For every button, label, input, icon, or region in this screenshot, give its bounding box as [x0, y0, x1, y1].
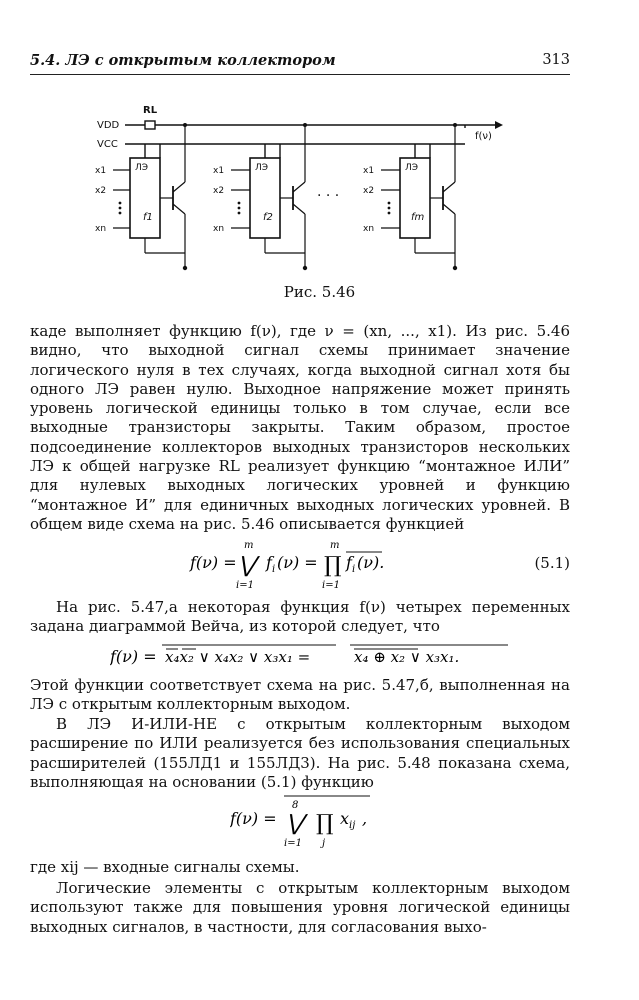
svg-text:∏: ∏ — [316, 811, 334, 836]
equation-number: (5.1) — [534, 554, 570, 572]
svg-text:x1: x1 — [95, 166, 107, 176]
svg-text:i=1: i=1 — [236, 580, 254, 590]
svg-text:f(ν) =: f(ν) = — [110, 647, 157, 666]
svg-text:x2: x2 — [213, 186, 225, 196]
paragraph-1: каде выполняет функцию f(ν), где ν = (xn, ..., x1). Из рис. 5.46 видно, что выходной сигнал схемы принимает значение логического нуля в тех случаях, когда выходной сигнал хотя бы одного ЛЭ равен нулю. Выходное напряжение может принять уровень логической единицы только в том случае, если все выходные транзисторы закрыты. Таким образом, простое подсоединение коллекторов выходных транзисторов нескольких ЛЭ к общей нагрузке RL реализует функцию “монтажное ИЛИ” для нулевых выходных логических уровней и функцию “монтажное И” для единичных выходных логических уровней. В общем виде схема на рис. 5.46 описывается функцией — [30, 322, 570, 533]
ellipsis: · · · — [317, 188, 340, 204]
svg-text:i: i — [352, 564, 356, 575]
svg-text:xn: xn — [213, 224, 225, 234]
running-header — [30, 50, 570, 75]
svg-text:ЛЭ: ЛЭ — [405, 163, 419, 173]
svg-text:ЛЭ: ЛЭ — [135, 163, 149, 173]
rl-label: RL — [143, 105, 158, 116]
equation-5-1-render — [120, 538, 480, 590]
circuit-diagram — [85, 98, 515, 288]
svg-text:x₄x₂ ∨ x₄x₂ ∨ x₃x₁ =: x₄x₂ ∨ x₄x₂ ∨ x₃x₁ = — [165, 648, 311, 666]
equation-3-render — [230, 790, 430, 850]
equation-3 — [30, 790, 570, 850]
svg-text:x1: x1 — [213, 166, 225, 176]
load-resistor — [145, 121, 155, 129]
svg-text:ij: ij — [349, 820, 356, 831]
svg-text:i: i — [272, 564, 276, 575]
svg-text:⋁: ⋁ — [286, 811, 305, 836]
svg-text:xn: xn — [95, 224, 107, 234]
paragraph-4: В ЛЭ И-ИЛИ-НЕ с открытым коллекторным выходом расширение по ИЛИ реализуется без использования специальных расширителей (155ЛД1 и 155ЛД3). На рис. 5.48 показана схема, выполняющая на основании (5.1) функцию — [30, 715, 570, 791]
figure-caption: Рис. 5.46 — [283, 283, 356, 301]
equation-2 — [30, 640, 570, 670]
svg-text:,: , — [362, 809, 368, 828]
gate-m — [363, 123, 457, 270]
paragraph-2: На рис. 5.47,а некоторая функция f(ν) четырех переменных задана диаграммой Вейча, из которой следует, что — [30, 598, 570, 636]
vcc-label: VCC — [97, 139, 118, 150]
gate-m-function: fm — [411, 212, 425, 223]
gate-2 — [213, 123, 307, 270]
svg-text:f(ν) =: f(ν) = — [230, 809, 277, 828]
svg-text:ЛЭ: ЛЭ — [255, 163, 269, 173]
svg-text:j: j — [322, 838, 326, 849]
svg-text:f(ν) =: f(ν) = — [190, 553, 237, 572]
gate-1-function: f1 — [143, 212, 153, 223]
gate-2-function: f2 — [263, 212, 273, 223]
paragraph-6: Логические элементы с открытым коллекторным выходом используют также для повышения уровня логической единицы выходных сигналов, в частности, для согласования выхо- — [30, 879, 570, 936]
svg-text:x: x — [340, 809, 350, 828]
svg-text:x2: x2 — [363, 186, 375, 196]
svg-text:(ν).: (ν). — [357, 553, 385, 572]
svg-text:x₄ ⊕ x₂ ∨ x₃x₁.: x₄ ⊕ x₂ ∨ x₃x₁. — [354, 648, 460, 666]
equation-2-render — [110, 640, 510, 670]
svg-text:8: 8 — [292, 800, 299, 811]
equation-5-1 — [30, 538, 570, 590]
svg-text:⋁: ⋁ — [238, 553, 257, 578]
section-title: 5.4. ЛЭ с открытым коллектором — [30, 52, 336, 69]
svg-text:m: m — [330, 540, 340, 551]
svg-text:x1: x1 — [363, 166, 375, 176]
svg-text:m: m — [244, 540, 254, 551]
output-label: f(ν) — [475, 131, 492, 142]
paragraph-5: где xij — входные сигналы схемы. — [30, 858, 300, 876]
vdd-label: VDD — [97, 120, 120, 131]
svg-text:i=1: i=1 — [284, 838, 302, 849]
svg-text:∏: ∏ — [324, 553, 342, 578]
svg-text:(ν) =: (ν) = — [277, 553, 318, 572]
page-number: 313 — [542, 52, 570, 68]
svg-text:x2: x2 — [95, 186, 107, 196]
paragraph-3: Этой функции соответствует схема на рис. 5.47,б, выполненная на ЛЭ с открытым коллекторным выходом. — [30, 676, 570, 714]
svg-text:f: f — [266, 553, 272, 572]
svg-text:xn: xn — [363, 224, 375, 234]
svg-text:f: f — [346, 553, 352, 572]
svg-text:i=1: i=1 — [322, 580, 340, 590]
